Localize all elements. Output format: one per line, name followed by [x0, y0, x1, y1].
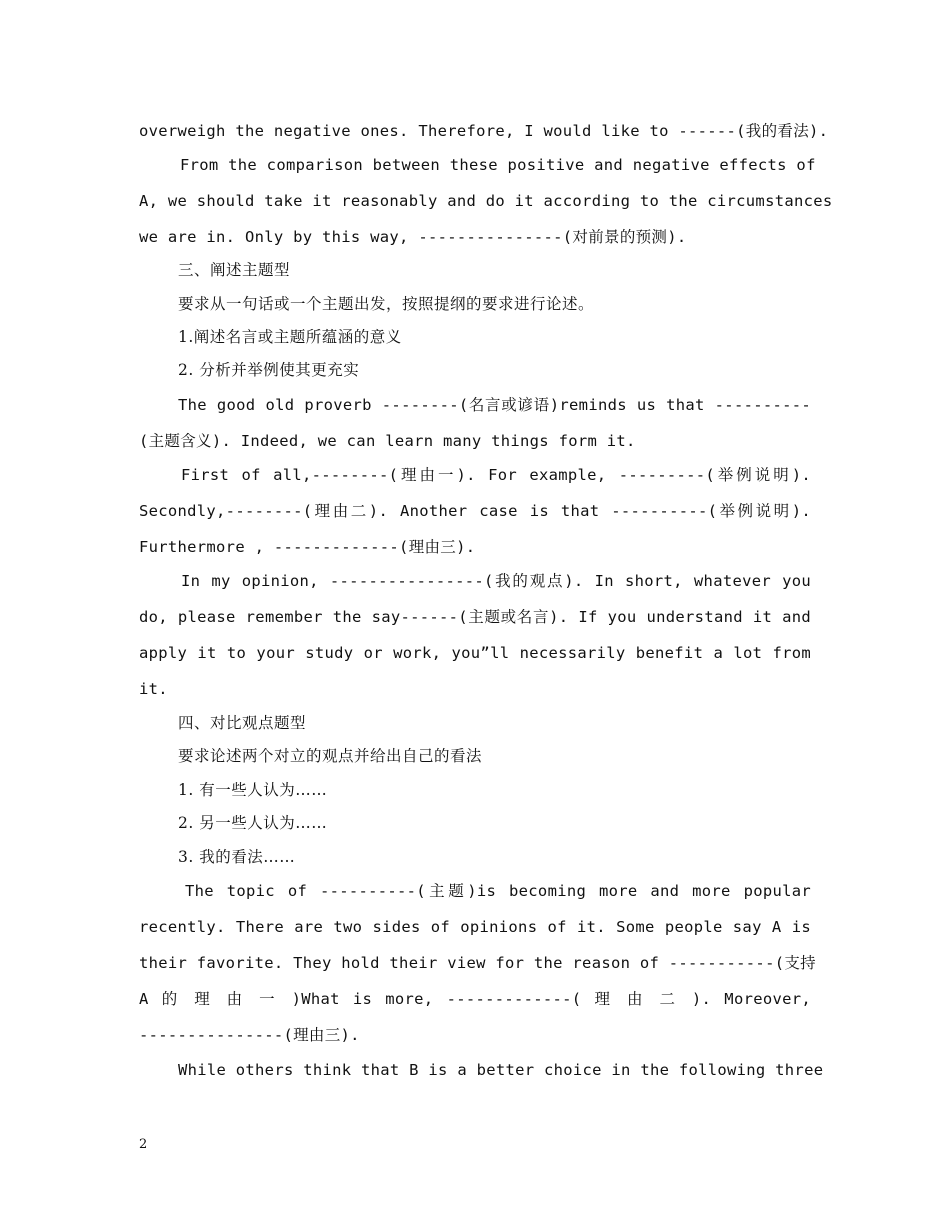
section-heading: 四、对比观点题型 — [178, 714, 307, 732]
text-line: recently. There are two sides of opinions of it. Some people say A is — [139, 918, 811, 936]
text-line: their favorite. They hold their view for the reason of -----------(支持 — [139, 954, 816, 972]
text-line: While others think that B is a better choice in the following three — [178, 1061, 824, 1079]
text-line: do, please remember the say------(主题或名言). If you understand it and — [139, 608, 811, 626]
text-line: In my opinion, ----------------(我的观点). In short, whatever you — [181, 572, 811, 590]
text-line: A, we should take it reasonably and do it according to the circumstances — [139, 192, 833, 210]
list-item: 2. 分析并举例使其更充实 — [178, 361, 360, 379]
text-line: apply it to your study or work, you”ll necessarily benefit a lot from — [139, 644, 811, 662]
text-line: it. — [139, 680, 168, 698]
text-line: (主题含义). Indeed, we can learn many things form it. — [139, 432, 636, 450]
list-item: 3. 我的看法…… — [178, 848, 296, 866]
text-line: Secondly,--------(理由二). Another case is that ----------(举例说明). — [139, 502, 811, 520]
list-item: 2. 另一些人认为…… — [178, 814, 328, 832]
page-number: 2 — [139, 1137, 148, 1152]
list-item: 1.阐述名言或主题所蕴涵的意义 — [178, 328, 402, 346]
text-line: The topic of ----------(主题)is becoming more and more popular — [185, 882, 811, 900]
list-item: 1. 有一些人认为…… — [178, 781, 328, 799]
text-line: overweigh the negative ones. Therefore, I would like to ------(我的看法). — [139, 122, 829, 140]
text-line: The good old proverb --------(名言或谚语)reminds us that ---------- — [178, 396, 811, 414]
text-line: 要求论述两个对立的观点并给出自己的看法 — [178, 747, 483, 765]
text-line: A 的 理 由 一 )What is more, -------------( 理 由 二 ). Moreover, — [139, 990, 811, 1008]
text-line: we are in. Only by this way, ---------------(对前景的预测). — [139, 228, 687, 246]
text-line: Furthermore , -------------(理由三). — [139, 538, 476, 556]
text-line: ---------------(理由三). — [139, 1026, 360, 1044]
text-line: From the comparison between these positive and negative effects of — [180, 156, 816, 174]
text-line: First of all,--------(理由一). For example, ---------(举例说明). — [181, 466, 811, 484]
section-heading: 三、阐述主题型 — [178, 261, 291, 279]
text-line: 要求从一句话或一个主题出发，按照提纲的要求进行论述。 — [178, 295, 595, 313]
